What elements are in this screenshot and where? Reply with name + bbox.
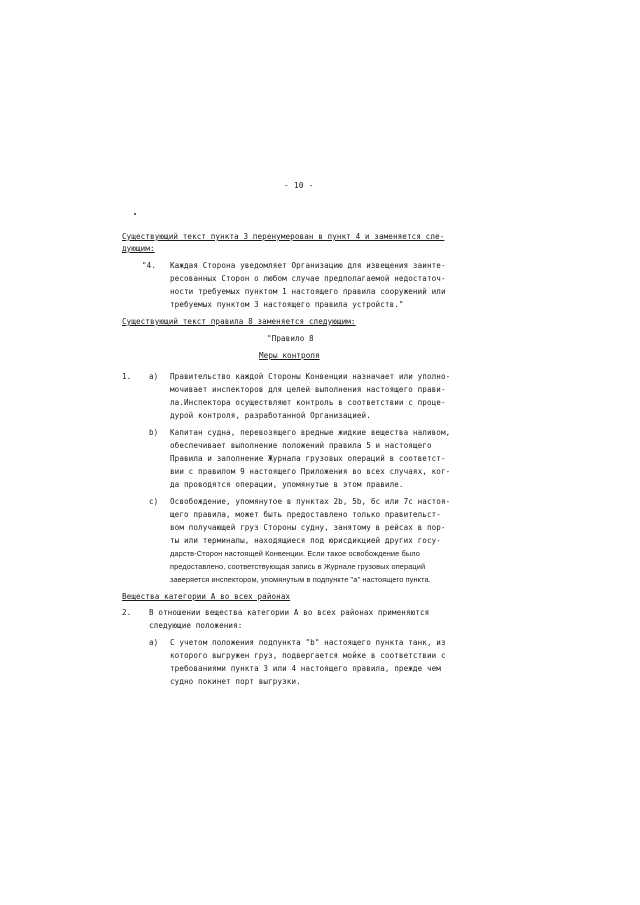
section2-number: 2. bbox=[122, 608, 132, 617]
section1-c-line: Освобождение, упомянутое в пунктах 2b, 5b, 6c или 7c настоя- bbox=[170, 497, 451, 506]
para3-item-label: "4. bbox=[142, 261, 157, 270]
stray-dot bbox=[134, 213, 136, 215]
section2-a-line: требованиями пункта 3 или 4 настоящего правила, прежде чем bbox=[170, 664, 441, 673]
section1-b-label: b) bbox=[149, 428, 159, 437]
para3-heading-line2: дующим: bbox=[122, 244, 155, 253]
section1-b-line: Капитан судна, перевозящего вредные жидкие вещества наливом, bbox=[170, 428, 451, 437]
rule-subtitle: Меры контроля bbox=[259, 351, 320, 360]
section2-line: следующие положения: bbox=[149, 621, 243, 630]
section1-c-line: заверяется инспектором, упомянутым в подпункте "a" настоящего пункта. bbox=[170, 575, 431, 584]
section1-b-line: вии с правилом 9 настоящего Приложения во всех случаях, ког- bbox=[170, 467, 451, 476]
para3-heading-line1: Существующий текст пункта 3 перенумерован в пункт 4 и заменяется сле- bbox=[122, 232, 445, 241]
para3-line: Каждая Сторона уведомляет Организацию для извещения заинте- bbox=[170, 261, 446, 270]
para3-line: требуемых пунктом 3 настоящего правила устройств." bbox=[170, 300, 404, 309]
section2-a-line: судно покинет порт выгрузки. bbox=[170, 677, 301, 686]
rule-title: "Правило 8 bbox=[267, 334, 314, 343]
section1-c-line: ты или терминалы, находящиеся под юрисдикцией других госу- bbox=[170, 536, 441, 545]
section1-b-line: да проводятся операции, упомянутые в этом правиле. bbox=[170, 480, 404, 489]
section1-c-label: c) bbox=[149, 497, 159, 506]
section1-a-line: Правительство каждой Стороны Конвенции назначает или уполно- bbox=[170, 372, 451, 381]
section2-a-line: С учетом положения подпункта "b" настоящего пункта танк, из bbox=[170, 638, 446, 647]
rule8-heading: Существующий текст правила 8 заменяется следующим: bbox=[122, 317, 356, 326]
section1-a-label: a) bbox=[149, 372, 159, 381]
section1-b-line: Правила и заполнение Журнала грузовых операций в соответст- bbox=[170, 454, 446, 463]
section2-a-label: a) bbox=[149, 638, 159, 647]
section2-a-line: которого выгружен груз, подвергается мойке в соответствии с bbox=[170, 651, 446, 660]
section1-number: 1. bbox=[122, 372, 132, 381]
section1-a-line: ла.Инспектора осуществляют контроль в соответствии с проце- bbox=[170, 398, 446, 407]
section1-a-line: дурой контроля, разработанной Организацией. bbox=[170, 411, 371, 420]
para3-line: ресованных Сторон о любом случае предполагаемой недостаточ- bbox=[170, 274, 446, 283]
page-number: - 10 - bbox=[284, 181, 314, 190]
category-a-heading: Вещества категории А во всех районах bbox=[122, 592, 291, 601]
para3-line: ности требуемых пунктом 1 настоящего правила сооружений или bbox=[170, 287, 446, 296]
section1-c-line: предоставлено, соответствующая запись в Журнале грузовых операций bbox=[170, 562, 426, 571]
section1-b-line: обеспечивает выполнение положений правила 5 и настоящего bbox=[170, 441, 432, 450]
section1-c-line: дарств-Сторон настоящей Конвенции. Если такое освобождение было bbox=[170, 549, 420, 558]
section2-line: В отношении вещества категории А во всех районах применяются bbox=[149, 608, 430, 617]
section1-c-line: вом получающей груз Стороны судну, занятому в рейсах в пор- bbox=[170, 523, 446, 532]
section1-a-line: мочивает инспекторов для целей выполнения настоящего прави- bbox=[170, 385, 446, 394]
section1-c-line: щего правила, может быть предоставлено только правительст- bbox=[170, 510, 441, 519]
